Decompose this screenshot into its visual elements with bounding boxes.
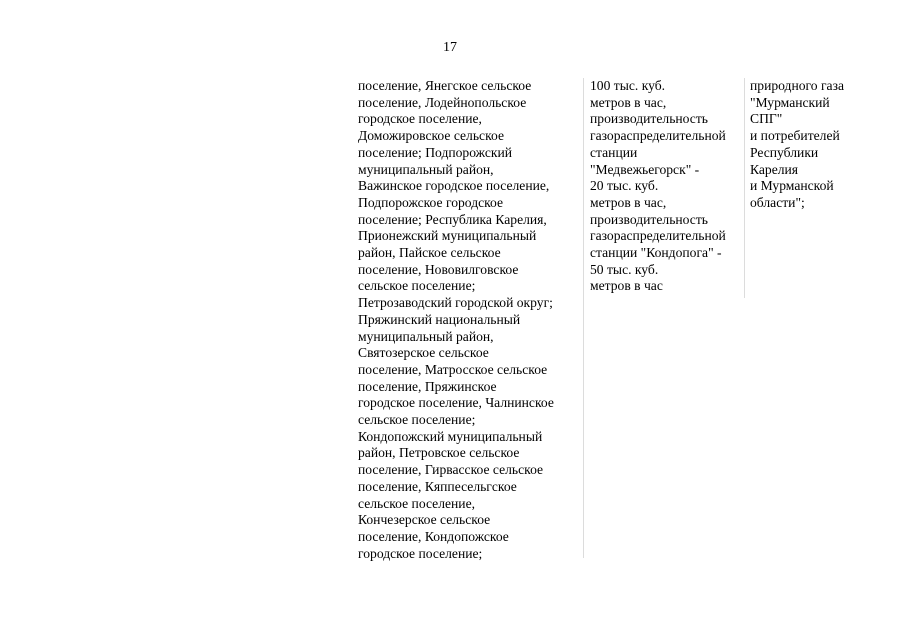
text-line: станции [590,144,638,160]
text-line: метров в час [590,278,663,294]
text-line: Республики [750,144,819,160]
text-line: Пряжинский национальный [358,311,521,327]
text-line: "Мурманский [750,94,830,110]
text-line: Прионежский муниципальный [358,228,537,244]
purpose-column [750,78,900,212]
text-line: поселение, Пряжинское [358,378,497,394]
text-line: и потребителей [750,128,840,144]
text-line: станции "Кондопога" - [590,245,722,261]
text-line: район, Петровское сельское [358,445,520,461]
text-line: газораспределительной [590,228,726,244]
capacity-column [590,78,746,295]
column-separator [744,78,745,298]
territories-column [358,78,586,562]
text-line: Подпорожское городское [358,194,504,210]
text-line: поселение, Кондопожское [358,528,509,544]
page-number: 17 [443,40,457,55]
text-line: поселение; Подпорожский [358,144,513,160]
text-line: Кончезерское сельское [358,512,491,528]
text-line: Святозерское сельское [358,345,489,361]
text-line: поселение, Янегское сельское [358,78,532,93]
text-line: метров в час, [590,94,667,110]
text-line: сельское поселение; [358,278,476,294]
text-line: Петрозаводский городской округ; [358,295,553,311]
text-line: "Медвежьегорск" - [590,161,700,177]
text-line: городское поселение, Чалнинское [358,395,554,411]
text-line: Карелия [750,161,799,177]
text-line: сельское поселение; [358,412,476,428]
text-line: поселение, Нововилговское [358,261,519,277]
text-line: СПГ" [750,111,783,127]
text-line: муниципальный район, [358,161,494,177]
text-line: производительность [590,111,708,127]
text-line: Доможировское сельское [358,128,504,144]
text-line: газораспределительной [590,128,726,144]
text-line: поселение; Республика Карелия, [358,211,547,227]
text-line: поселение, Матросское сельское [358,361,548,377]
text-line: Важинское городское поселение, [358,178,550,194]
text-line: 50 тыс. куб. [590,261,659,277]
text-line: природного газа [750,78,844,93]
text-line: 20 тыс. куб. [590,178,659,194]
text-line: поселение, Кяппесельгское [358,478,517,494]
text-line: поселение, Лодейнопольское [358,94,527,110]
text-line: муниципальный район, [358,328,494,344]
text-line: сельское поселение, [358,495,476,511]
text-line: области"; [750,194,805,210]
text-line: и Мурманской [750,178,834,194]
column-separator [583,78,584,558]
text-line: поселение, Гирвасское сельское [358,462,544,478]
text-line: городское поселение, [358,111,482,127]
text-line: 100 тыс. куб. [590,78,666,93]
text-line: производительность [590,211,708,227]
text-line: метров в час, [590,194,667,210]
text-line: Кондопожский муниципальный [358,428,543,444]
text-line: городское поселение; [358,545,483,561]
text-line: район, Пайское сельское [358,245,501,261]
